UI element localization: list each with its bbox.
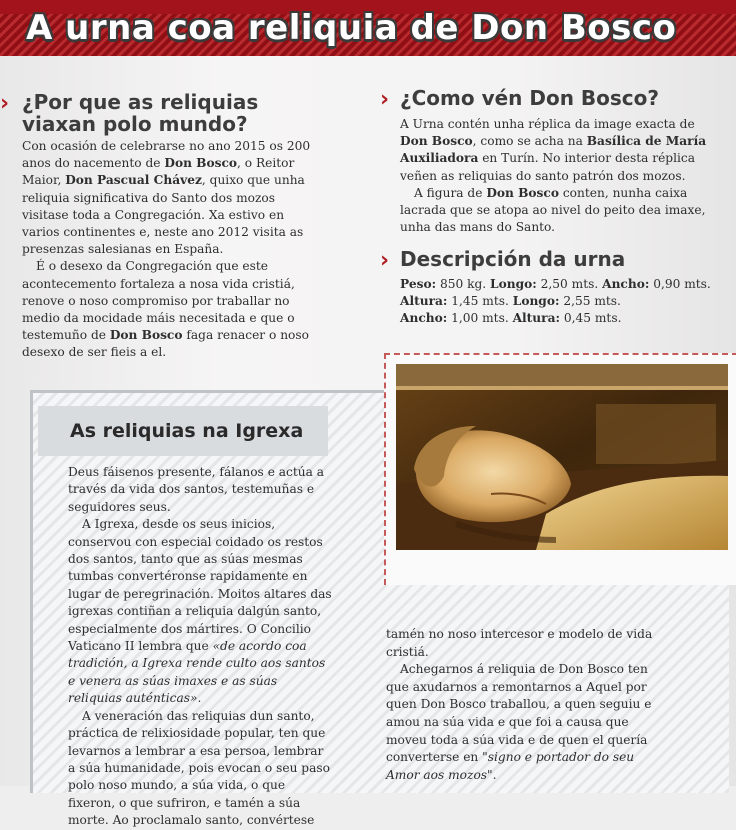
left-paragraph-2 [22, 258, 320, 361]
left-body [22, 138, 320, 362]
text-run: Con ocasión de celebrarse no ano 2015 os 200 anos do nacemento de [22, 139, 311, 171]
council-quote: «de acordo coa tradición, a Igrexa rende culto aos santos e venera as súas imaxes e as súas reliquias auténticas» [68, 639, 326, 706]
desc-label: Altura: [400, 294, 448, 309]
text-run: A Urna contén unha réplica da image exacta de [400, 117, 695, 131]
text-bold: Don Bosco [164, 156, 238, 171]
box-paragraph-4: tamén no noso intercesor e modelo de vida cristiá. [386, 627, 653, 659]
desc-line-2 [400, 293, 726, 310]
urn-description [400, 276, 726, 328]
text-run: A figura de [414, 185, 487, 200]
left-paragraph-1 [22, 138, 320, 258]
desc-value: 2,50 mts. [536, 277, 603, 291]
desc-value: 2,55 mts. [559, 294, 621, 309]
desc-value: 0,45 mts. [559, 311, 622, 326]
chevron-right-icon: › [0, 91, 10, 116]
text-run: , quixo que unha reliquia significativa do Santo dos mozos visitase toda a Congregación. Xa estivo en varios continentes e, neste ano 2012 visita as presenzas salesianas en España. [22, 173, 305, 257]
right-paragraph-1 [400, 116, 726, 185]
chevron-right-icon: › [380, 248, 390, 273]
desc-value: 850 kg. [436, 277, 491, 291]
desc-label: Longo: [490, 277, 537, 291]
chevron-right-icon: › [380, 87, 390, 112]
urn-photo [396, 364, 728, 550]
left-heading-line2: viaxan polo mundo? [22, 112, 248, 136]
box-text-left [68, 464, 334, 830]
text-bold: Basílica de María Auxiliadora [400, 134, 707, 166]
right-heading-1: ¿Como vén Don Bosco? [400, 86, 659, 110]
text-run: , o Reitor Maior, [22, 156, 295, 188]
text-bold: Don Bosco [400, 134, 473, 149]
desc-label: Peso: [400, 277, 437, 291]
text-run: en Turín. No interior desta réplica veñen as reliquias do santo patrón dos mozos. [400, 151, 695, 183]
text-run: . [492, 767, 497, 782]
box-paragraph-3: A veneración das reliquias dun santo, práctica de relixiosidade popular, ten que levarnos a lembrar a esa persoa, lembrar a súa humanidade, pois evocan o seu paso polo noso mundo, a súa vida, o que fixeron, o que sufriron, e tamén a súa morte. Ao proclamalo santo, convértese [68, 708, 330, 828]
text-run: . [197, 691, 202, 706]
text-run: A Igrexa, desde os seus inicios, conservou con especial coidado os restos dos santos, tanto que as súas mesmas tumbas convertéronse rapidamente en lugar de peregrinación. Moitos altares das igrexas contiñan a reliquia dalgún santo, especialmente dos mártires. O Concilio Vaticano II lembra que [68, 517, 332, 654]
closing-quote: "signo e portador do seu Amor aos mozos" [386, 750, 635, 782]
text-run: conten, nunha caixa lacrada que se atopa ao nivel do peito dea imaxe, unha das mans do Santo. [400, 185, 706, 235]
desc-value: 0,90 mts. [649, 277, 711, 291]
text-bold: Don Bosco [486, 185, 559, 200]
desc-line-1 [400, 276, 726, 293]
desc-value: 1,00 mts. [447, 311, 513, 326]
right-body [400, 116, 726, 236]
box-title: As reliquias na Igrexa [70, 420, 304, 442]
urn-photo-illustration [396, 364, 728, 550]
page-title: A urna coa reliquia de Don Bosco [26, 8, 677, 48]
text-run: É o desexo da Congregación que este acontecemento fortaleza a nosa vida cristiá, renove o noso compromiso por traballar no medio da mocidade máis necesitada e que o testemuño de [22, 259, 295, 343]
text-run: Achegarnos á reliquia de Don Bosco ten que axudarnos a remontarnos a Aquel por quen Don Bosco traballou, a quen seguiu e amou na súa vida e que foi a causa que moveu toda a súa vida e de quen el quería converterse en [386, 662, 652, 765]
desc-line-3 [400, 310, 726, 327]
title-banner [0, 0, 736, 56]
desc-label: Altura: [512, 311, 560, 326]
text-run: faga renacer o noso desexo de ser fieis a el. [22, 328, 309, 360]
right-heading-2: Descripción da urna [400, 247, 626, 271]
text-run: , como se acha na [472, 134, 587, 149]
desc-label: Ancho: [602, 277, 650, 291]
left-heading-line1: ¿Por que as reliquias [22, 90, 259, 114]
desc-value: 1,45 mts. [447, 294, 513, 309]
box-text-right [386, 626, 658, 784]
desc-label: Ancho: [400, 311, 448, 326]
text-bold: Don Pascual Chávez [65, 173, 202, 188]
box-paragraph-1: Deus fáisenos presente, fálanos e actúa a través da vida dos santos, testemuñas e seguidores seus. [68, 465, 325, 514]
desc-label: Longo: [512, 294, 560, 309]
left-heading [22, 91, 322, 135]
text-bold: Don Bosco [109, 328, 183, 343]
box-paragraph-5 [386, 661, 658, 784]
box-paragraph-2 [68, 516, 334, 707]
right-paragraph-2 [400, 185, 726, 237]
